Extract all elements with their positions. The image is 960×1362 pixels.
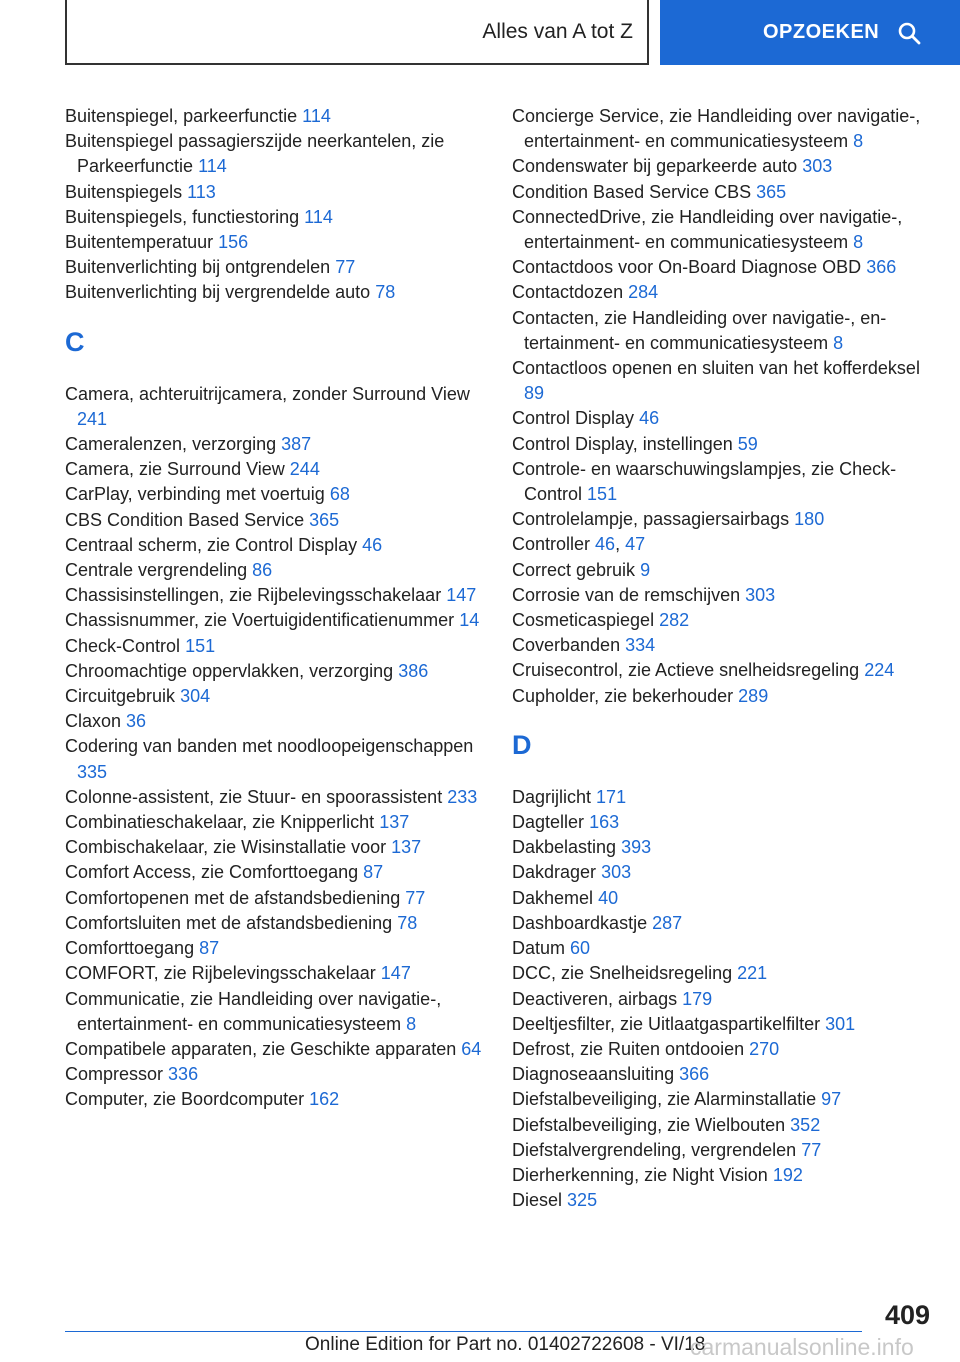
index-entry-text: Comfort Access, zie Comforttoegang <box>65 862 359 883</box>
index-entry-text: Contactdoos voor On-Board Diagnose OBD <box>512 257 862 278</box>
page-link[interactable]: 68 <box>329 484 350 505</box>
index-entry-text: Diefstalvergrendeling, vergrendelen <box>512 1139 797 1160</box>
page-link[interactable]: 46 <box>362 534 383 555</box>
index-entry <box>512 684 932 709</box>
page-link[interactable]: 301 <box>825 1013 856 1034</box>
page-link[interactable]: 87 <box>363 862 384 883</box>
page-link[interactable]: 113 <box>187 181 216 202</box>
index-entry-text: Buitenverlichting bij vergrendelde auto <box>65 282 371 303</box>
footer-divider <box>65 1331 862 1332</box>
page-link[interactable]: 287 <box>652 912 683 933</box>
index-entry <box>65 1037 485 1062</box>
index-entry-text: ConnectedDrive, zie Handleiding over navigatie-, entertainment- en communicatiesysteem <box>512 206 903 253</box>
page-link[interactable]: 60 <box>570 938 591 959</box>
index-entry-text: Check-Control <box>65 635 181 656</box>
index-entry-text: Dagrijlicht <box>512 786 592 807</box>
page-link[interactable]: 233 <box>447 786 478 807</box>
index-entry <box>65 508 485 533</box>
page-link[interactable]: 171 <box>596 786 627 807</box>
index-entry <box>65 104 485 129</box>
index-entry-text: Buitenspiegels, functiestoring <box>65 206 300 227</box>
index-entry-text: Correct gebruik <box>512 559 636 580</box>
page-link[interactable]: 147 <box>380 963 411 984</box>
page-link[interactable]: 303 <box>802 156 833 177</box>
index-entry-text: Dashboardkastje <box>512 912 648 933</box>
index-entry <box>512 1062 932 1087</box>
index-entry <box>65 936 485 961</box>
index-entry-text: Deactiveren, airbags <box>512 988 678 1009</box>
index-entry <box>65 659 485 684</box>
page-link[interactable]: 156 <box>218 232 249 253</box>
index-entry <box>65 129 485 179</box>
index-entry <box>512 154 932 179</box>
index-entry <box>512 658 932 683</box>
page-link[interactable]: 14 <box>459 610 480 631</box>
page-link[interactable]: 78 <box>397 912 418 933</box>
index-entry <box>65 255 485 280</box>
page-link[interactable]: 36 <box>126 711 147 732</box>
index-tab[interactable] <box>65 0 649 65</box>
index-entry <box>512 633 932 658</box>
index-entry <box>512 1138 932 1163</box>
index-entry <box>65 1087 485 1112</box>
index-entry <box>65 961 485 986</box>
index-entry-text: Buitenspiegels <box>65 181 183 202</box>
section-letter: C <box>65 326 85 357</box>
index-entry-text: Combischakelaar, zie Wisinstallatie voor <box>65 837 387 858</box>
index-entry <box>512 255 932 280</box>
index-entry <box>65 180 485 205</box>
page-link[interactable]: 393 <box>621 837 652 858</box>
index-entry <box>65 684 485 709</box>
index-entry-text: Comforttoegang <box>65 938 195 959</box>
index-entry <box>65 734 485 784</box>
index-entry <box>65 382 485 432</box>
index-entry <box>65 583 485 608</box>
index-entry-text: Control Display, instellingen <box>512 433 733 454</box>
index-entry-text: Centraal scherm, zie Control Display <box>65 534 358 555</box>
page-link[interactable]: 303 <box>601 862 632 883</box>
index-entry-text: Cupholder, zie bekerhouder <box>512 685 734 706</box>
index-entry <box>512 280 932 305</box>
index-entry <box>65 608 485 633</box>
page-link[interactable]: 180 <box>794 509 825 530</box>
index-entry <box>512 1087 932 1112</box>
index-entry <box>512 432 932 457</box>
index-entry <box>65 634 485 659</box>
page-link[interactable]: 387 <box>281 434 312 455</box>
index-entry <box>512 810 932 835</box>
index-entry-text: Dakbelasting <box>512 837 617 858</box>
index-entry <box>512 785 932 810</box>
index-entry <box>512 205 932 255</box>
page-link[interactable]: 59 <box>737 433 758 454</box>
index-entry <box>512 860 932 885</box>
edition-text: Online Edition for Part no. 01402722608 - VI/18 <box>305 1334 706 1355</box>
index-entry <box>512 608 932 633</box>
index-entry <box>65 432 485 457</box>
page-link[interactable]: 77 <box>801 1139 822 1160</box>
index-entry-text: Codering van banden met noodloopeigenschappen <box>65 736 474 757</box>
index-entry-text: Chassisinstellingen, zie Rijbelevingsschakelaar <box>65 585 442 606</box>
index-entry-text: Diesel <box>512 1190 563 1211</box>
index-entry-text: Computer, zie Boordcomputer <box>65 1089 305 1110</box>
index-entry <box>65 205 485 230</box>
section-letter: D <box>512 729 532 760</box>
index-entry-text: Cosmeticaspiegel <box>512 610 655 631</box>
index-entry-text: Dakhemel <box>512 887 594 908</box>
index-entry-text: Compressor <box>65 1064 164 1085</box>
index-entry-text: Diefstalbeveiliging, zie Wielbouten <box>512 1114 786 1135</box>
index-entry-text: Buitenverlichting bij ontgrendelen <box>65 257 331 278</box>
page-link[interactable]: 334 <box>625 635 656 656</box>
page-link[interactable]: 147 <box>446 585 477 606</box>
index-entry-text: Contacten, zie Handleiding over navigatie-, entertainment- en communicatiesysteem <box>512 307 887 353</box>
page-link[interactable]: 365 <box>309 509 340 530</box>
page-link[interactable]: 114 <box>304 206 333 227</box>
index-entry-text: Control Display <box>512 408 635 429</box>
index-entry-text: Defrost, zie Ruiten ontdooien <box>512 1038 745 1059</box>
index-entry <box>512 1012 932 1037</box>
page-link[interactable]: 336 <box>168 1064 199 1085</box>
index-entry-text: Condition Based Service CBS <box>512 181 752 202</box>
page-link[interactable]: 163 <box>589 812 620 833</box>
index-entry-text: Concierge Service, zie Handleiding over navigatie-, entertainment- en communicatiesysteem <box>512 106 921 152</box>
index-entry <box>512 583 932 608</box>
index-entry <box>512 987 932 1012</box>
page-link[interactable]: 77 <box>335 257 356 278</box>
page-link[interactable]: 304 <box>180 686 211 707</box>
index-entry-text: Condenswater bij geparkeerde auto <box>512 156 798 177</box>
search-tab-label: OPZOEKEN <box>763 21 880 43</box>
index-entry-text: Claxon <box>65 711 122 732</box>
index-entry-text: Cruisecontrol, zie Actieve snelheidsregeling <box>512 660 860 681</box>
index-entry: Controller 46, 47 <box>512 534 646 555</box>
index-entry-text: Contactdozen <box>512 282 624 303</box>
index-entry-text: CarPlay, verbinding met voertuig <box>65 484 325 505</box>
index-entry <box>512 306 932 356</box>
page-link[interactable]: 8 <box>406 1013 417 1034</box>
page-link[interactable]: 284 <box>628 282 659 303</box>
page-link[interactable]: 47 <box>625 534 646 555</box>
page-link[interactable]: 8 <box>833 332 844 353</box>
index-entry-text: Deeltjesfilter, zie Uitlaatgaspartikelfilter <box>512 1013 821 1034</box>
index-entry <box>512 457 932 507</box>
index-entry-text: Communicatie, zie Handleiding over navigatie-, entertainment- en communicatiesysteem <box>65 988 442 1034</box>
page-link[interactable]: 179 <box>682 988 713 1009</box>
index-entry <box>512 180 932 205</box>
index-entry <box>65 987 485 1037</box>
page-link[interactable]: 46 <box>639 408 660 429</box>
index-entry-text: Centrale vergrendeling <box>65 560 248 581</box>
index-entry <box>512 104 932 154</box>
index-entry-text: Buitenspiegel, parkeerfunctie <box>65 106 298 126</box>
page-link[interactable]: 241 <box>77 408 108 429</box>
index-entry-text: Diagnoseaansluiting <box>512 1064 675 1085</box>
page-link[interactable]: 270 <box>749 1038 780 1059</box>
page-link[interactable]: 386 <box>398 660 429 681</box>
search-tab[interactable] <box>660 0 960 65</box>
index-entry <box>512 936 932 961</box>
index-entry <box>65 835 485 860</box>
page-link[interactable]: 97 <box>821 1089 842 1110</box>
page-link[interactable]: 325 <box>567 1190 598 1211</box>
index-entry-text: Controller <box>512 534 591 555</box>
page-link[interactable]: 192 <box>772 1164 803 1185</box>
page-link[interactable]: 86 <box>252 560 273 581</box>
page-link[interactable]: 87 <box>199 938 220 959</box>
index-entry <box>512 1163 932 1188</box>
index-entry <box>65 457 485 482</box>
index-column-left <box>65 104 485 1113</box>
watermark: carmanualsonline.info <box>690 1334 914 1360</box>
index-entry-text: Colonne-assistent, zie Stuur- en spoorassistent <box>65 786 443 807</box>
index-entry <box>512 835 932 860</box>
page-link[interactable]: 352 <box>790 1114 821 1135</box>
index-entry-text: Dagteller <box>512 812 585 833</box>
index-entry <box>65 558 485 583</box>
index-entry <box>512 961 932 986</box>
page-link[interactable]: 78 <box>375 282 396 303</box>
page-link[interactable]: 366 <box>866 257 897 278</box>
index-entry <box>65 230 485 255</box>
index-entry <box>65 810 485 835</box>
index-entry <box>65 911 485 936</box>
page-link[interactable]: 40 <box>598 887 619 908</box>
page-link[interactable]: 89 <box>524 383 545 404</box>
index-entry <box>65 860 485 885</box>
index-entry-text: Camera, achteruitrijcamera, zonder Surround View <box>65 383 470 404</box>
index-entry-text: Buitentemperatuur <box>65 232 214 253</box>
index-entry <box>512 1037 932 1062</box>
page-link[interactable]: 151 <box>185 635 216 656</box>
index-tab-label: Alles van A tot Z <box>482 19 633 43</box>
index-entry <box>65 1062 485 1087</box>
index-entry-text: Coverbanden <box>512 635 621 656</box>
search-icon <box>897 21 921 45</box>
page-link[interactable]: 224 <box>864 660 895 681</box>
index-entry-text: Diefstalbeveiliging, zie Alarminstallatie <box>512 1089 817 1110</box>
page-link[interactable]: 162 <box>309 1089 340 1110</box>
page-link[interactable]: 77 <box>405 887 426 908</box>
index-entry <box>512 886 932 911</box>
page-link[interactable]: 8 <box>853 232 864 253</box>
index-entry-text: Dakdrager <box>512 862 597 883</box>
index-entry <box>65 785 485 810</box>
index-entry-text: Comfortopenen met de afstandsbediening <box>65 887 401 908</box>
index-entry <box>65 886 485 911</box>
index-entry <box>512 1113 932 1138</box>
index-entry <box>65 482 485 507</box>
index-entry <box>512 356 932 406</box>
page-link[interactable]: 221 <box>737 963 768 984</box>
page-link[interactable]: 114 <box>198 156 227 177</box>
index-entry <box>65 280 485 305</box>
index-entry-text: Controlelampje, passagiersairbags <box>512 509 790 530</box>
index-entry <box>512 911 932 936</box>
page-number: 409 <box>884 1300 930 1330</box>
index-entry-text: Chroomachtige oppervlakken, verzorging <box>65 660 394 681</box>
page-link[interactable]: 151 <box>587 484 618 505</box>
index-entry-text: Combinatieschakelaar, zie Knipperlicht <box>65 812 375 833</box>
index-entry-text: CBS Condition Based Service <box>65 509 305 530</box>
index-entry-text: Contactloos openen en sluiten van het kofferdeksel <box>512 358 920 379</box>
page-link[interactable]: 137 <box>391 837 422 858</box>
page-link[interactable]: 8 <box>853 131 864 152</box>
index-entry-text: Dierherkenning, zie Night Vision <box>512 1164 768 1185</box>
page-link[interactable]: 289 <box>738 685 769 706</box>
page-link[interactable]: 303 <box>745 584 776 605</box>
index-entry-text: Cameralenzen, verzorging <box>65 434 277 455</box>
index-entry <box>65 533 485 558</box>
index-entry <box>512 1188 932 1213</box>
page-link[interactable]: 46 <box>595 534 616 555</box>
page-link[interactable]: 335 <box>77 761 108 782</box>
page-link[interactable]: 114 <box>302 106 331 126</box>
page-link[interactable]: 244 <box>289 459 320 480</box>
index-entry-text: Controle- en waarschuwingslampjes, zie Check-Control <box>512 458 897 505</box>
index-entry-text: COMFORT, zie Rijbelevingsschakelaar <box>65 963 376 984</box>
index-entry-text: Corrosie van de remschijven <box>512 584 741 605</box>
index-entry-text: Circuitgebruik <box>65 686 176 707</box>
index-entry <box>65 709 485 734</box>
index-entry-text: Datum <box>512 938 566 959</box>
index-entry-text: Compatibele apparaten, zie Geschikte apparaten <box>65 1038 457 1059</box>
page-link[interactable]: 365 <box>756 181 787 202</box>
index-entry-text: Camera, zie Surround View <box>65 459 285 480</box>
index-entry <box>512 507 932 532</box>
page-link[interactable]: 282 <box>659 610 690 631</box>
index-entry-text: DCC, zie Snelheidsregeling <box>512 963 733 984</box>
page-link[interactable]: 9 <box>640 559 651 580</box>
index-entry <box>512 558 932 583</box>
index-entry-text: Buitenspiegel passagierszijde neerkantelen, zie Parkeerfunctie <box>65 131 445 177</box>
index-entry-text: Comfortsluiten met de afstandsbediening <box>65 912 393 933</box>
page-link[interactable]: 64 <box>461 1038 482 1059</box>
page-link[interactable]: 137 <box>379 812 410 833</box>
index-column-right <box>512 104 932 1213</box>
index-entry <box>512 406 932 431</box>
page-link[interactable]: 366 <box>679 1064 710 1085</box>
index-entry-text: Chassisnummer, zie Voertuigidentificatienummer <box>65 610 455 631</box>
